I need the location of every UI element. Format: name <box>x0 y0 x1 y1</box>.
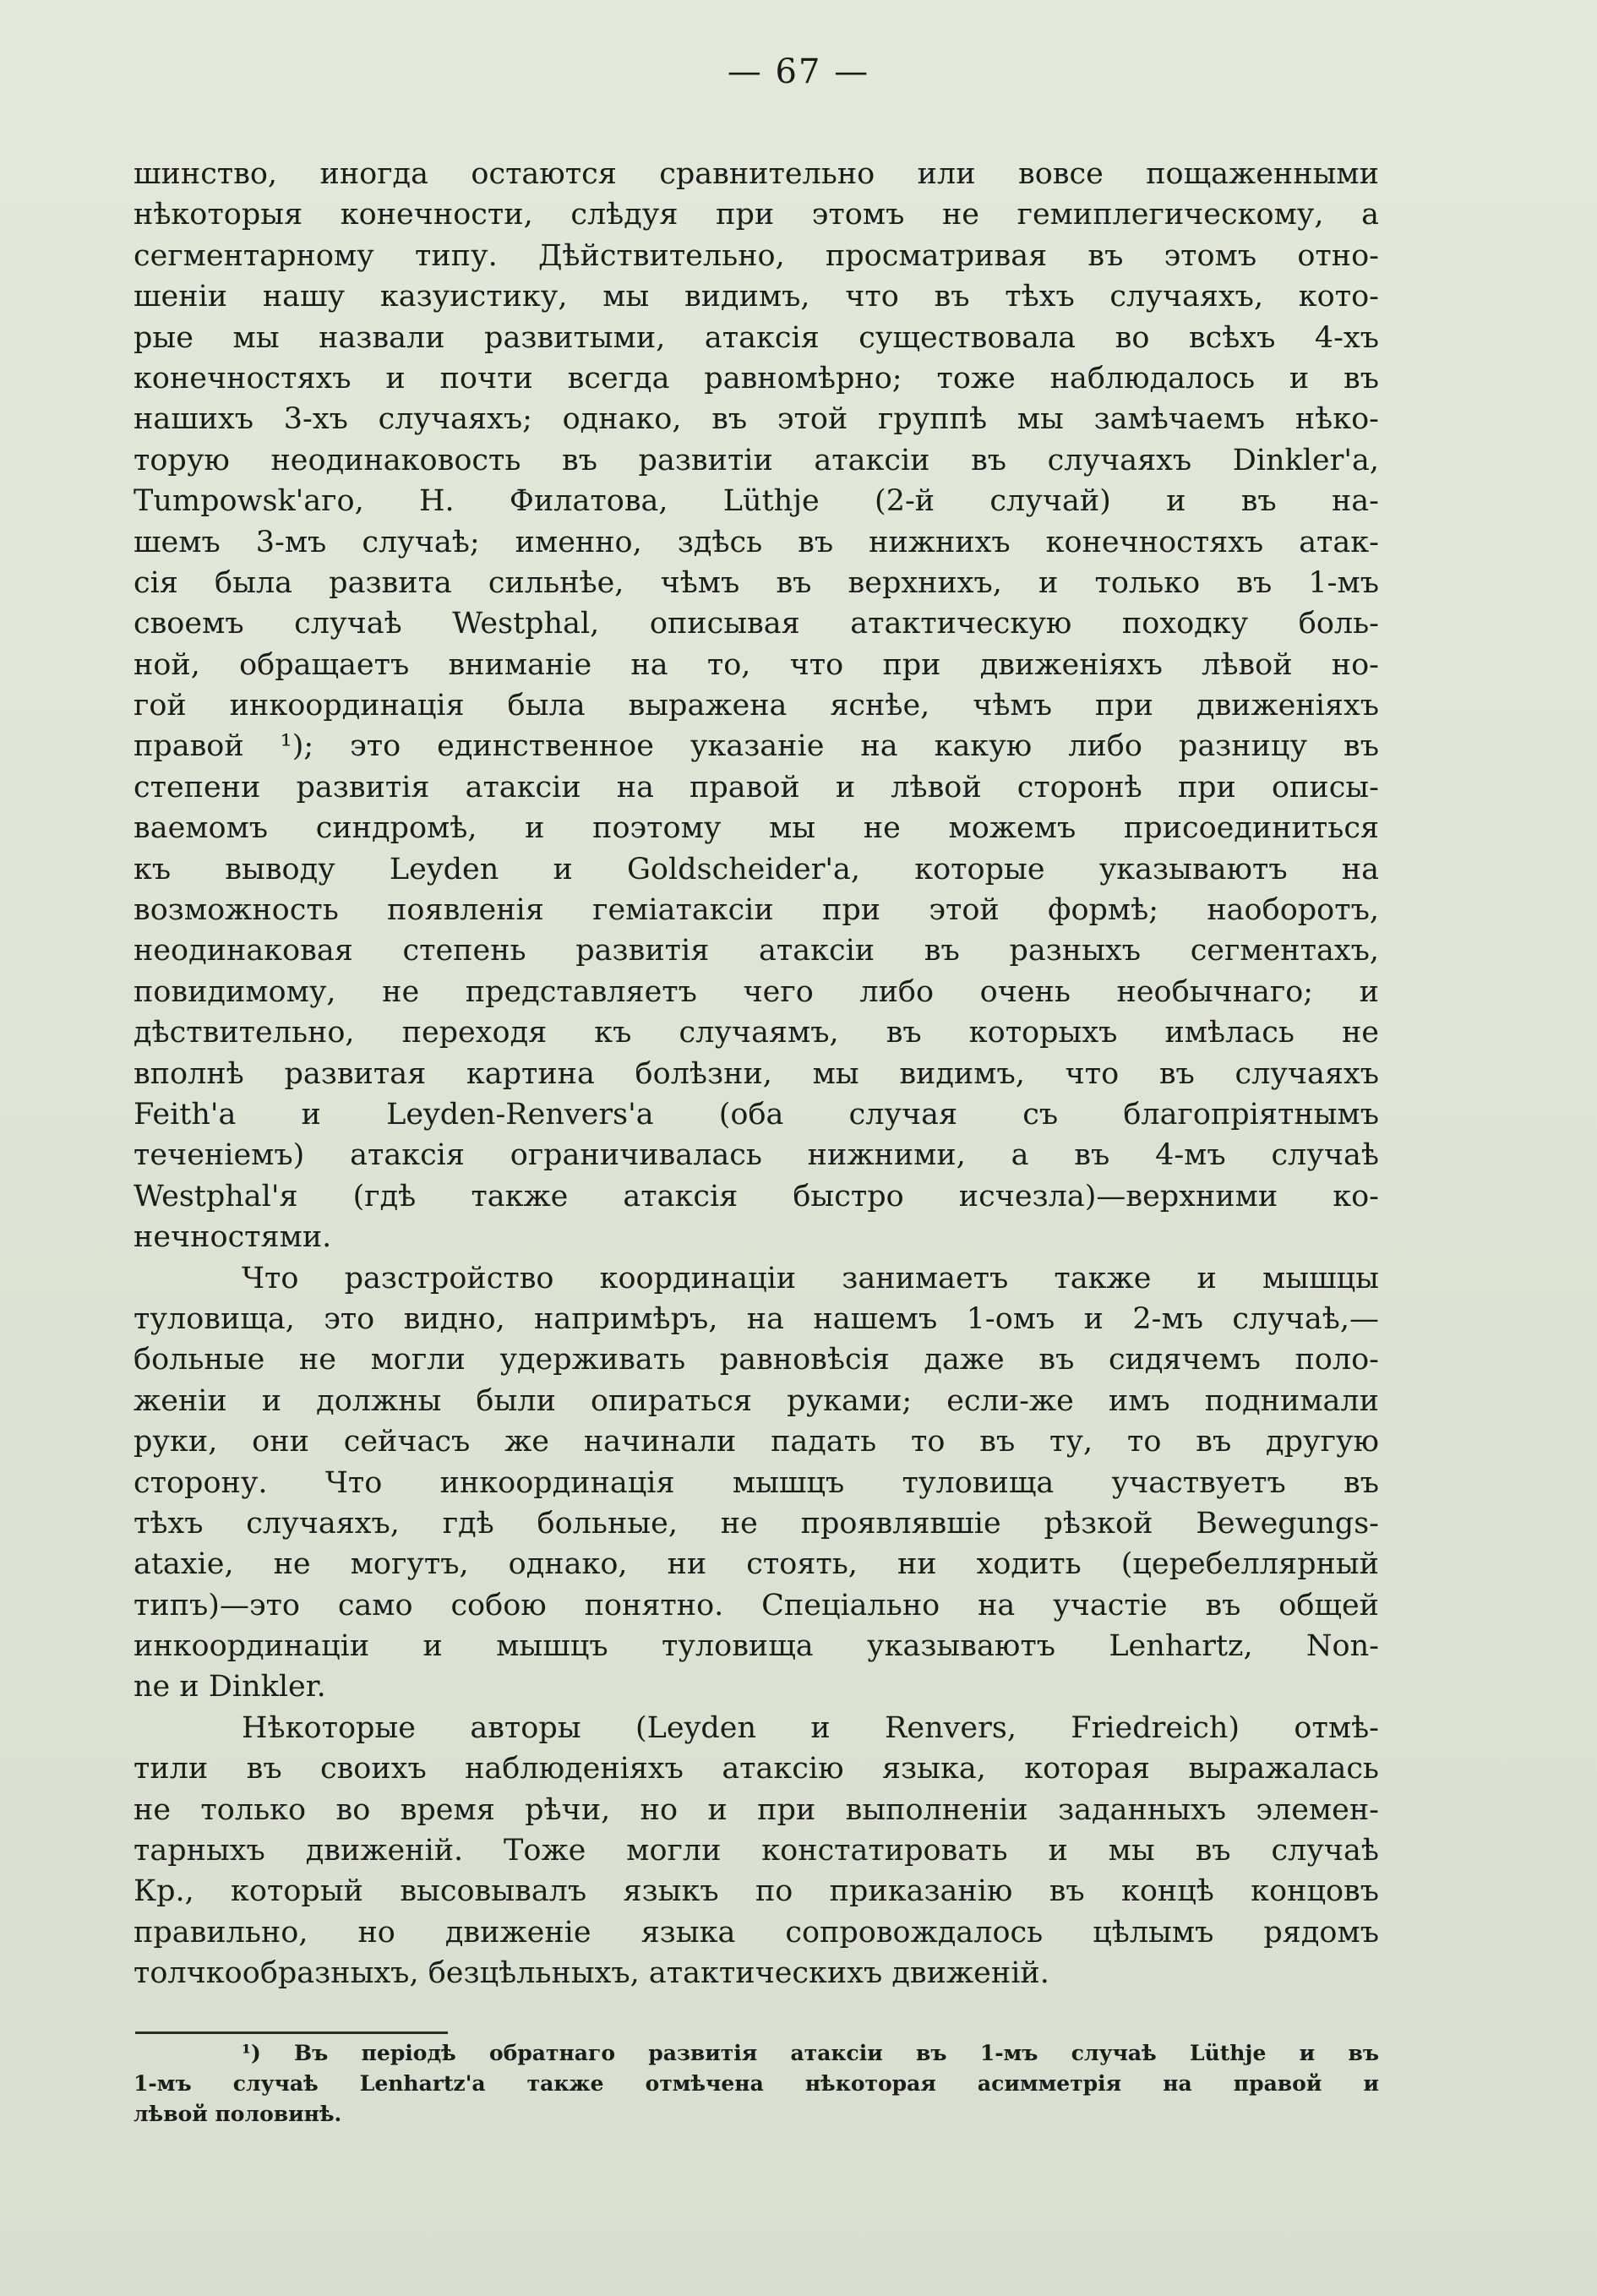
paragraph-start-line: Что разстройство координаціи занимаетъ также и мышцы <box>242 1261 1379 1295</box>
text-line: инкоординаціи и мышцъ туловища указываютъ Lenhartz, Non- <box>134 1629 1379 1664</box>
text-line: ваемомъ синдромѣ, и поэтому мы не можемъ присоединиться <box>134 811 1379 846</box>
text-line: ne и Dinkler. <box>134 1670 326 1704</box>
text-line: тарныхъ движеній. Тоже могли констатировать и мы въ случаѣ <box>134 1834 1379 1868</box>
text-line: дѣствительно, переходя къ случаямъ, въ которыхъ имѣлась не <box>134 1016 1379 1050</box>
text-line: нѣкоторыя конечности, слѣдуя при этомъ не гемиплегическому, а <box>134 198 1379 232</box>
text-line: повидимому, не представляетъ чего либо очень необычнаго; и <box>134 974 1379 1009</box>
text-line: рые мы назвали развитыми, атаксія существовала во всѣхъ 4-хъ <box>134 320 1379 355</box>
text-line: своемъ случаѣ Westphal, описывая атактическую походку боль- <box>134 607 1379 641</box>
text-line: правой ¹); это единственное указаніе на какую либо разницу въ <box>134 729 1379 764</box>
text-line: теченіемъ) атаксія ограничивалась нижними, а въ 4-мъ случаѣ <box>134 1138 1379 1173</box>
text-line: возможность появленія геміатаксіи при этой формѣ; наоборотъ, <box>134 893 1379 928</box>
text-line: гой инкоординація была выражена яснѣе, чѣмъ при движеніяхъ <box>134 689 1379 723</box>
text-line: вполнѣ развитая картина болѣзни, мы видимъ, что въ случаяхъ <box>134 1056 1379 1091</box>
footnote-divider <box>135 2031 448 2034</box>
body-text <box>134 154 1379 1994</box>
footnote <box>134 2038 1379 2130</box>
text-line: сторону. Что инкоординація мышцъ туловища участвуетъ въ <box>134 1465 1379 1500</box>
footnote-line: 1-мъ случаѣ Lenhartz'а также отмѣчена нѣкоторая асимметрія на правой и <box>134 2071 1379 2096</box>
text-line: тѣхъ случаяхъ, гдѣ больные, не проявлявшіе рѣзкой Bewegungs- <box>134 1506 1379 1541</box>
text-line: шинство, иногда остаются сравнительно или вовсе пощаженными <box>134 157 1379 191</box>
text-line: Westphal'я (гдѣ также атаксія быстро исчезла)—верхними ко- <box>134 1179 1379 1213</box>
text-line: правильно, но движеніе языка сопровождалось цѣлымъ рядомъ <box>134 1915 1379 1950</box>
text-line: ной, обращаетъ вниманіе на то, что при движеніяхъ лѣвой но- <box>134 647 1379 682</box>
text-line: типъ)—это само собою понятно. Спеціально на участіе въ общей <box>134 1588 1379 1622</box>
text-line: толчкообразныхъ, безцѣльныхъ, атактическихъ движеній. <box>134 1956 1049 1991</box>
text-line: Tumpowsk'аго, Н. Филатова, Lüthje (2-й случай) и въ на- <box>134 484 1379 519</box>
text-line: неодинаковая степень развитія атаксіи въ разныхъ сегментахъ, <box>134 934 1379 968</box>
text-line: конечностяхъ и почти всегда равномѣрно; тоже наблюдалось и въ <box>134 361 1379 395</box>
footnote-line: лѣвой половинѣ. <box>134 2102 342 2126</box>
text-line: руки, они сейчасъ же начинали падать то въ ту, то въ другую <box>134 1425 1379 1459</box>
text-line: степени развитія атаксіи на правой и лѣвой сторонѣ при описы- <box>134 770 1379 804</box>
text-line: тили въ своихъ наблюденіяхъ атаксію языка, которая выражалась <box>134 1752 1379 1786</box>
text-line: женіи и должны были опираться руками; если-же имъ поднимали <box>134 1383 1379 1418</box>
text-line: туловища, это видно, напримѣръ, на нашемъ 1-омъ и 2-мъ случаѣ,— <box>134 1301 1379 1336</box>
text-line: Кр., который высовывалъ языкъ по приказанію въ концѣ концовъ <box>134 1874 1379 1909</box>
text-line: къ выводу Leyden и Goldscheider'а, которые указываютъ на <box>134 852 1379 886</box>
text-line: сегментарному типу. Дѣйствительно, просматривая въ этомъ отно- <box>134 238 1379 273</box>
page-number: — 67 — <box>727 52 870 91</box>
text-line: сія была развита сильнѣе, чѣмъ въ верхнихъ, и только въ 1-мъ <box>134 565 1379 600</box>
footnote-line: ¹) Въ періодѣ обратнаго развитія атаксіи въ 1-мъ случаѣ Lüthje и въ <box>242 2041 1379 2065</box>
text-line: нечностями. <box>134 1220 332 1255</box>
text-line: не только во время рѣчи, но и при выполненіи заданныхъ элемен- <box>134 1792 1379 1827</box>
text-line: шемъ 3-мъ случаѣ; именно, здѣсь въ нижнихъ конечностяхъ атак- <box>134 525 1379 559</box>
text-line: шеніи нашу казуистику, мы видимъ, что въ тѣхъ случаяхъ, кото- <box>134 280 1379 314</box>
text-line: торую неодинаковость въ развитіи атаксіи въ случаяхъ Dinkler'а, <box>134 443 1379 477</box>
text-line: Feith'а и Leyden-Renvers'а (оба случая съ благопріятнымъ <box>134 1097 1379 1132</box>
text-line: больные не могли удерживать равновѣсія даже въ сидячемъ поло- <box>134 1343 1379 1377</box>
text-line: нашихъ 3-хъ случаяхъ; однако, въ этой группѣ мы замѣчаемъ нѣко- <box>134 402 1379 437</box>
paragraph-start-line: Нѣкоторые авторы (Leyden и Renvers, Friedreich) отмѣ- <box>242 1710 1379 1745</box>
text-line: ataxie, не могутъ, однако, ни стоять, ни ходить (церебеллярный <box>134 1547 1379 1582</box>
